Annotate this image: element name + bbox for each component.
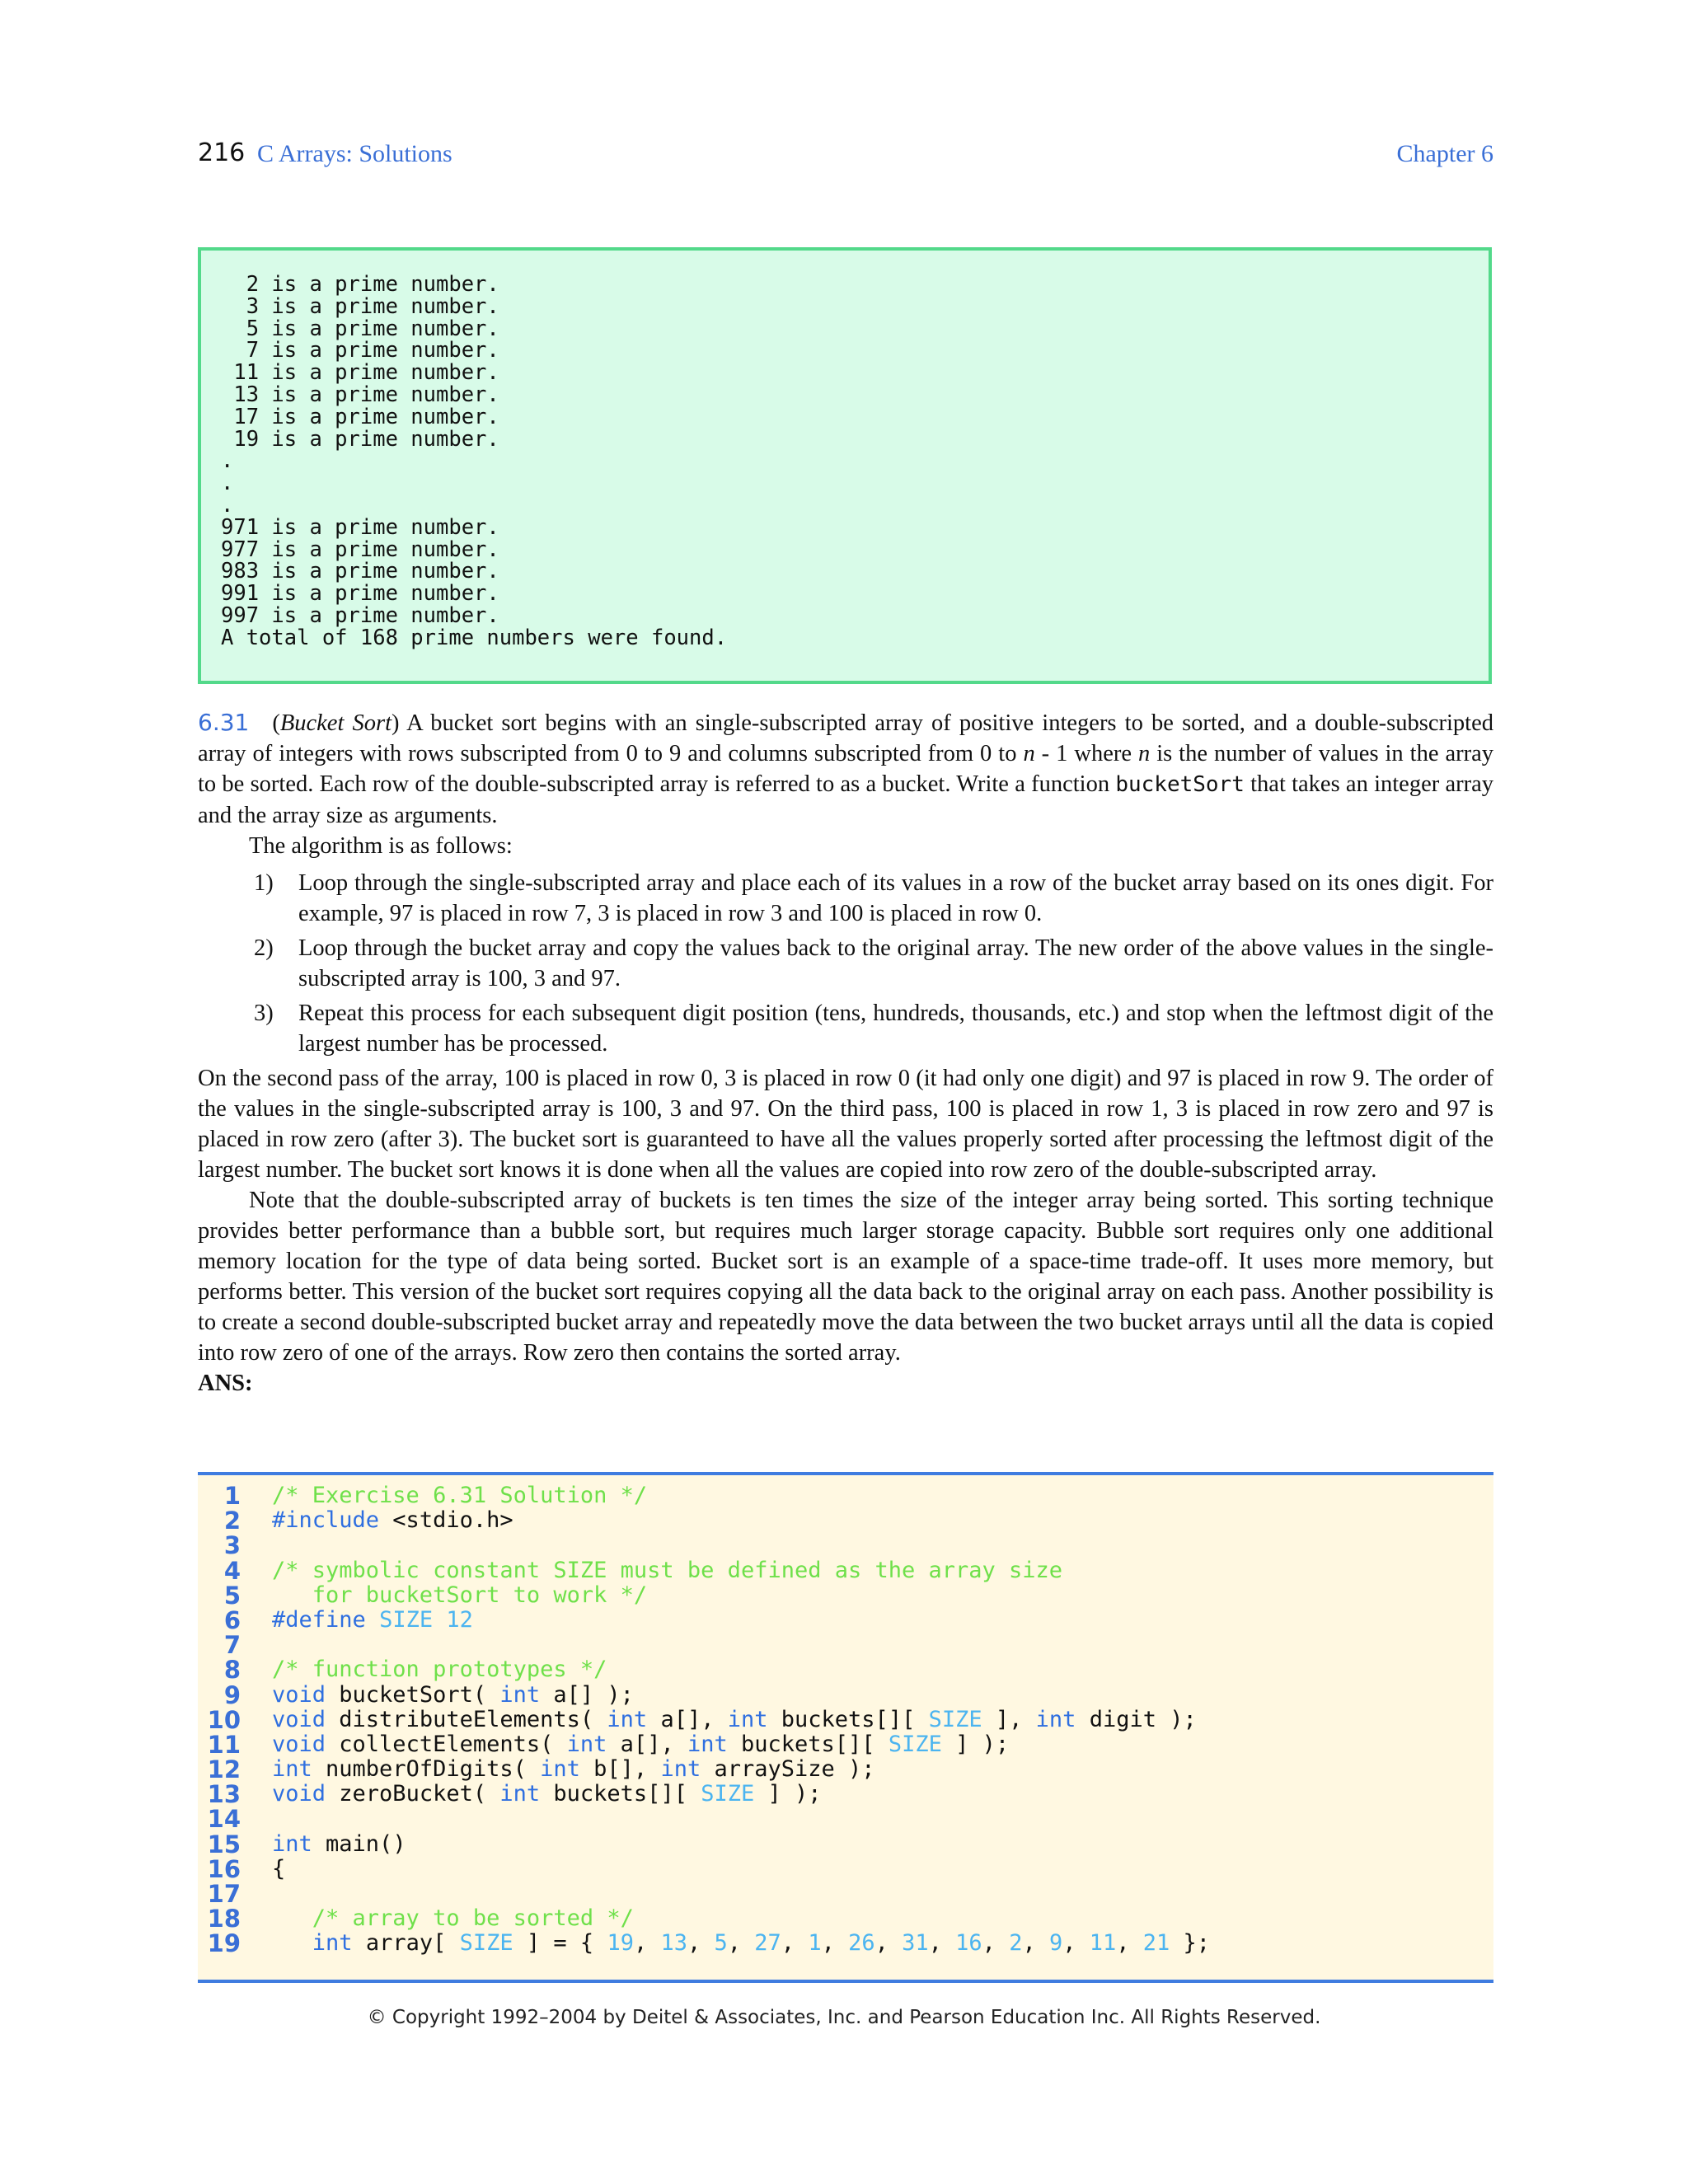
output-line: 971 is a prime number. (221, 514, 499, 540)
code-text: collectElements( (326, 1731, 567, 1757)
code-line (198, 1508, 1493, 1533)
line-number: 3 (223, 1531, 241, 1560)
code-keyword: int (660, 1756, 701, 1783)
intro-text: that takes an integer array and the array size as arguments. (198, 771, 1493, 828)
code-keyword: int (687, 1731, 728, 1757)
code-line (198, 1757, 1493, 1782)
code-text: buckets[][ (727, 1731, 889, 1757)
page-header (198, 138, 1493, 180)
line-number: 8 (223, 1656, 241, 1685)
code-separator: , (982, 1930, 1010, 1957)
code-line (198, 1882, 1493, 1906)
variable-n: n (1023, 741, 1035, 766)
array-value: 19 (607, 1930, 634, 1957)
code-line (198, 1605, 1493, 1634)
code-comment: for bucketSort to work */ (272, 1582, 648, 1608)
code-text: { (272, 1855, 286, 1882)
step-number: 3) (254, 1001, 274, 1026)
code-text: <stdio.h> (379, 1507, 513, 1534)
code-text: bucketSort( (326, 1681, 500, 1708)
output-line: 5 is a prime number. (221, 316, 499, 341)
code-keyword: int (272, 1830, 312, 1857)
line-number: 2 (223, 1507, 241, 1535)
code-keyword: #define (272, 1606, 366, 1633)
line-number: 16 (207, 1854, 241, 1883)
line-number: 19 (207, 1929, 241, 1958)
function-name: bucketSort (1115, 772, 1245, 797)
output-line: 977 is a prime number. (221, 537, 499, 562)
code-separator: , (727, 1930, 755, 1957)
line-number: 18 (207, 1905, 241, 1933)
code-keyword: int (499, 1681, 541, 1708)
array-value: 21 (1142, 1930, 1170, 1957)
code-line (198, 1558, 1493, 1583)
chapter-label: Chapter 6 (1396, 140, 1493, 167)
code-keyword: int (607, 1706, 648, 1732)
code-text: array[ (352, 1930, 460, 1957)
algorithm-steps (198, 868, 1493, 1059)
code-text: digit ); (1076, 1706, 1197, 1732)
code-separator: , (1062, 1930, 1090, 1957)
code-line (198, 1533, 1493, 1558)
code-keyword: int (727, 1706, 768, 1732)
intro-text: is the number of values in the array to be sorted. Each row of the double-subscripted array is referred to as a bucket. Write a function (198, 741, 1493, 797)
array-value: 9 (1048, 1930, 1063, 1957)
line-number: 11 (207, 1730, 241, 1759)
line-number: 5 (223, 1581, 241, 1610)
paragraph: Note that the double-subscripted array of buckets is ten times the size of the integer array being sorted. This sorting technique provides better performance than a bubble sort, but requires much larger storage capacity. Bubble sort requires only one additional memory location for the type of data being sorted. Bucket sort is an example of a space-time trade-off. It uses more memory, but performs better. This version of the bucket sort requires copying all the data back to the original array on each pass. Another possibility is to create a second double-subscripted bucket array and repeatedly move the data between the two bucket arrays until all the data is copied into row zero of one of the arrays. Row zero then contains the sorted array. (198, 1188, 1493, 1366)
line-number: 4 (223, 1556, 241, 1585)
output-line: 17 is a prime number. (221, 404, 499, 429)
output-line: 983 is a prime number. (221, 559, 499, 584)
line-number: 6 (223, 1605, 241, 1634)
array-value: 31 (902, 1930, 929, 1957)
output-line: . (221, 471, 234, 496)
code-separator: , (781, 1930, 809, 1957)
program-output-box (198, 247, 1492, 684)
running-title: C Arrays: Solutions (257, 140, 452, 167)
step-number: 2) (254, 935, 274, 961)
code-text: a[], (647, 1706, 728, 1732)
code-keyword: int (312, 1930, 353, 1957)
code-comment: /* symbolic constant SIZE must be defined as the array size (272, 1557, 1063, 1583)
output-line: . (221, 492, 234, 518)
step-text: Loop through the single-subscripted array and place each of its values in a row of the bucket array based on its ones digit. For example, 97 is placed in row 7, 3 is placed in row 3 and 100 is placed in row 0. (298, 870, 1493, 926)
code-keyword: int (272, 1756, 312, 1783)
output-line: . (221, 448, 234, 474)
line-number: 13 (207, 1780, 241, 1809)
line-number: 10 (207, 1705, 241, 1734)
code-keyword: int (566, 1731, 607, 1757)
code-keyword: void (272, 1681, 326, 1708)
code-text: a[], (607, 1731, 687, 1757)
code-keyword: int (1035, 1706, 1076, 1732)
code-comment: /* function prototypes */ (272, 1657, 607, 1683)
code-text: buckets[][ (540, 1781, 701, 1807)
code-separator: , (928, 1930, 956, 1957)
code-text: buckets[][ (767, 1706, 929, 1732)
line-number: 14 (207, 1805, 241, 1834)
exercise-title: Bucket Sort (279, 710, 392, 736)
code-keyword: int (540, 1756, 580, 1783)
output-line: 991 is a prime number. (221, 581, 499, 607)
code-text: distributeElements( (326, 1706, 607, 1732)
intro-text: A bucket sort begins with an single-subscripted array of positive integers to be sorted, and a double-subscripted array of integers with rows subscripted from 0 to 9 and columns subscripted from 0 to (198, 710, 1493, 766)
line-number: 1 (223, 1482, 241, 1510)
code-text: a[] ); (540, 1681, 634, 1708)
variable-n: n (1137, 741, 1151, 766)
code-line (198, 1782, 1493, 1807)
algorithm-step (198, 998, 1493, 1059)
code-text: zeroBucket( (326, 1781, 500, 1807)
code-line (198, 1732, 1493, 1757)
code-separator: , (821, 1930, 849, 1957)
output-line: 2 is a prime number. (221, 272, 499, 297)
code-text: ] ); (754, 1781, 822, 1807)
code-keyword: int (499, 1781, 541, 1807)
code-line (198, 1656, 1493, 1685)
code-separator: , (1116, 1930, 1143, 1957)
code-constant: SIZE (459, 1930, 513, 1957)
array-value: 5 (714, 1930, 728, 1957)
algorithm-step (198, 868, 1493, 929)
array-value: 1 (808, 1930, 822, 1957)
page-number: 216 (198, 138, 246, 167)
code-constant: SIZE (888, 1731, 942, 1757)
line-number: 9 (223, 1680, 241, 1709)
code-constant: SIZE (701, 1781, 755, 1807)
code-separator: , (633, 1930, 661, 1957)
intro-text: - 1 where (1034, 741, 1138, 766)
code-text: ], (982, 1706, 1036, 1732)
code-line (198, 1906, 1493, 1931)
array-value: 27 (754, 1930, 781, 1957)
output-line: 11 is a prime number. (221, 360, 499, 386)
algorithm-intro: The algorithm is as follows: (249, 833, 513, 859)
line-number: 15 (207, 1830, 241, 1858)
line-number: 7 (223, 1631, 241, 1660)
code-keyword: void (272, 1781, 326, 1807)
code-line (198, 1931, 1493, 1956)
code-line (198, 1854, 1493, 1883)
code-separator: , (874, 1930, 903, 1957)
algorithm-step (198, 933, 1493, 994)
code-text: main() (312, 1830, 406, 1857)
exercise-number: 6.31 (198, 709, 250, 736)
line-number: 12 (207, 1755, 241, 1784)
code-constant: SIZE (928, 1706, 982, 1732)
output-line: 19 is a prime number. (221, 426, 499, 452)
array-value: 13 (660, 1930, 687, 1957)
code-text: b[], (579, 1756, 661, 1783)
code-text: }; (1170, 1930, 1211, 1957)
array-value: 11 (1089, 1930, 1117, 1957)
output-line: 3 is a prime number. (221, 293, 499, 319)
paragraph: On the second pass of the array, 100 is placed in row 0, 3 is placed in row 0 (it had only one digit) and 97 is placed in row 9. The order of the values in the single-subscripted array is 100, 3 and 97. On the third pass, 100 is placed in row 1, 3 is placed in row zero and 97 is placed in row zero (after 3). The bucket sort is guaranteed to have all the values properly sorted after processing the leftmost digit of the largest number. The bucket sort knows it is done when all the values are copied into row zero of the double-subscripted array. (198, 1066, 1493, 1183)
code-text: numberOfDigits( (312, 1756, 541, 1783)
code-text: arraySize ); (701, 1756, 875, 1783)
answer-label: ANS: (198, 1371, 253, 1396)
code-listing (198, 1472, 1493, 1983)
exercise-intro: 6.31 (Bucket Sort) A bucket sort begins with an single-subscripted array of positive integers to be sorted, and a double-subscripted array of integers with rows subscripted from 0 to 9 and columns subscripted from 0 to n - 1 where n is the number of values in the array to be sorted. Each row of the double-subscripted array is referred to as a bucket. Write a function bucketSort that takes an integer array and the array size as arguments. (198, 709, 1493, 828)
code-line (198, 1805, 1493, 1834)
code-text: ] = { (513, 1930, 607, 1957)
code-comment: /* Exercise 6.31 Solution */ (272, 1483, 648, 1508)
code-separator: , (1022, 1930, 1049, 1957)
step-text: Loop through the bucket array and copy the values back to the original array. The new order of the above values in the single-subscripted array is 100, 3 and 97. (298, 935, 1493, 991)
code-keyword: #include (272, 1507, 380, 1534)
output-line: 997 is a prime number. (221, 602, 499, 628)
output-line: 7 is a prime number. (221, 338, 499, 363)
code-comment: /* array to be sorted */ (272, 1905, 634, 1932)
array-value: 26 (848, 1930, 875, 1957)
code-line (198, 1705, 1493, 1734)
array-value: 16 (955, 1930, 982, 1957)
line-number: 17 (207, 1880, 241, 1908)
output-line: 13 is a prime number. (221, 382, 499, 407)
copyright-footer: © Copyright 1992–2004 by Deitel & Associates, Inc. and Pearson Education Inc. All Rights Reserved. (367, 2007, 1321, 2028)
code-keyword: void (272, 1731, 326, 1757)
code-line (198, 1583, 1493, 1608)
code-line (198, 1483, 1493, 1508)
exercise-section (198, 707, 1493, 1399)
code-line (198, 1680, 1493, 1709)
code-keyword: void (272, 1706, 326, 1732)
code-line (198, 1832, 1493, 1857)
output-line: A total of 168 prime numbers were found. (221, 625, 728, 650)
code-text: ] ); (941, 1731, 1010, 1757)
step-number: 1) (254, 870, 274, 896)
code-indent (272, 1930, 312, 1956)
code-constant: SIZE 12 (379, 1606, 473, 1633)
array-value: 2 (1009, 1930, 1023, 1957)
code-line (198, 1631, 1493, 1660)
code-separator: , (687, 1930, 715, 1957)
step-text: Repeat this process for each subsequent digit position (tens, hundreds, thousands, etc.) and stop when the leftmost digit of the largest number has be processed. (298, 1001, 1493, 1057)
